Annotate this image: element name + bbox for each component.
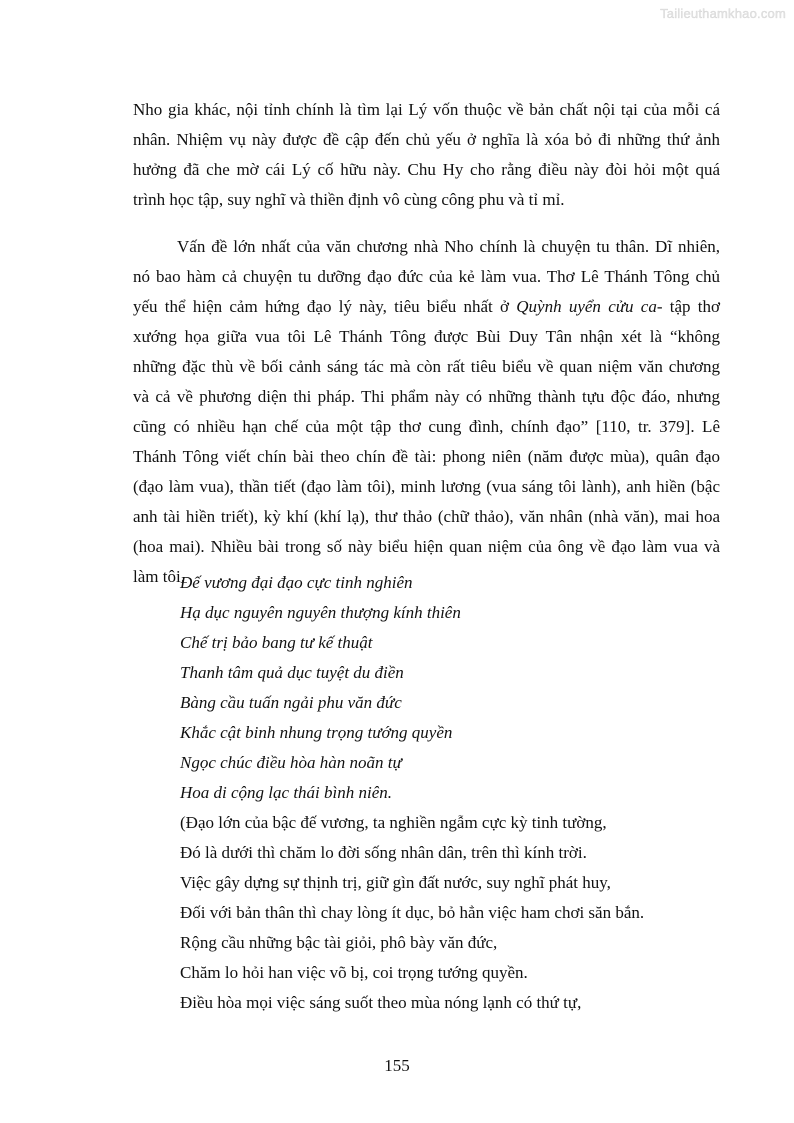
poem bbox=[180, 568, 461, 808]
text-line: Vấn đề lớn nhất của văn chương nhà Nho chính là chuyện tu thân. Dĩ nhiên, bbox=[177, 237, 720, 256]
poem-line: Ngọc chúc điều hòa hàn noãn tự bbox=[180, 753, 402, 772]
text-line: cũng có nhiều hạn chế của một tập thơ cung đình, chính đạo” [110, tr. 379]. Lê bbox=[133, 417, 720, 436]
translation-line: Rộng cầu những bậc tài giỏi, phô bày văn đức, bbox=[180, 933, 498, 952]
text-line bbox=[133, 292, 720, 322]
translation-line: Chăm lo hỏi han việc võ bị, coi trọng tướng quyền. bbox=[180, 963, 528, 982]
text-line: Thánh Tông viết chín bài theo chín đề tài: phong niên (năm được mùa), quân đạo bbox=[133, 447, 720, 466]
poem-line: Đế vương đại đạo cực tinh nghiên bbox=[180, 573, 413, 592]
paragraph-1 bbox=[133, 95, 720, 215]
text-line: (hoa mai). Nhiều bài trong số này biểu hiện quan niệm của ông về đạo làm vua và bbox=[133, 537, 720, 556]
poem-line: Bàng cầu tuấn ngải phu văn đức bbox=[180, 693, 402, 712]
text-line: nó bao hàm cả chuyện tu dưỡng đạo đức của kẻ làm vua. Thơ Lê Thánh Tông chủ bbox=[133, 267, 720, 286]
poem-line: Chế trị bảo bang tư kế thuật bbox=[180, 633, 373, 652]
text-line: hưởng đã che mờ cái Lý cố hữu này. Chu Hy cho rằng điều này đòi hỏi một quá bbox=[133, 160, 720, 179]
translation-line: Việc gây dựng sự thịnh trị, giữ gìn đất nước, suy nghĩ phát huy, bbox=[180, 873, 611, 892]
book-title: Quỳnh uyển cửu ca bbox=[516, 297, 657, 316]
poem-line: Khắc cật binh nhung trọng tướng quyền bbox=[180, 723, 453, 742]
text-line: làm tôi. bbox=[133, 567, 185, 586]
text-line: Nho gia khác, nội tỉnh chính là tìm lại Lý vốn thuộc về bản chất nội tại của mỗi cá bbox=[133, 100, 720, 119]
text-line: nhân. Nhiệm vụ này được đề cập đến chủ yếu ở nghĩa là xóa bỏ đi những thứ ảnh bbox=[133, 130, 720, 149]
watermark: Tailieuthamkhao.com bbox=[660, 6, 786, 21]
translation-line: Đối với bản thân thì chay lòng ít dục, bỏ hẳn việc ham chơi săn bắn. bbox=[180, 903, 645, 922]
text-line: những đặc thù về bối cảnh sáng tác mà còn rất tiêu biểu về quan niệm văn chương bbox=[133, 357, 720, 376]
poem-translation bbox=[180, 808, 644, 1018]
text-line: (đạo làm vua), thần tiết (đạo làm tôi), minh lương (vua sáng tôi lành), anh hiền (bậc bbox=[133, 477, 720, 496]
translation-line: Đó là dưới thì chăm lo đời sống nhân dân, trên thì kính trời. bbox=[180, 843, 587, 862]
translation-line: (Đạo lớn của bậc đế vương, ta nghiền ngẫm cực kỳ tinh tường, bbox=[180, 813, 607, 832]
text-line: anh tài hiền triết), kỳ khí (khí lạ), thư thảo (chữ thảo), văn nhân (nhà văn), mai hoa bbox=[133, 507, 720, 526]
text-line: và cả về phương diện thi pháp. Thi phẩm này có những thành tựu độc đáo, nhưng bbox=[133, 387, 720, 406]
text-segment: yếu thể hiện cảm hứng đạo lý này, tiêu biểu nhất ở bbox=[133, 297, 517, 316]
text-segment: - tập thơ bbox=[656, 297, 720, 316]
page-number: 155 bbox=[384, 1056, 410, 1075]
text-line: trình học tập, suy nghĩ và thiền định vô cùng công phu và tỉ mỉ. bbox=[133, 190, 565, 209]
poem-line: Hạ dục nguyên nguyên thượng kính thiên bbox=[180, 603, 461, 622]
poem-line: Hoa di cộng lạc thái bình niên. bbox=[180, 783, 393, 802]
poem-line: Thanh tâm quả dục tuyệt du điền bbox=[180, 663, 404, 682]
text-line: xướng họa giữa vua tôi Lê Thánh Tông được Bùi Duy Tân nhận xét là “không bbox=[133, 327, 720, 346]
translation-line: Điều hòa mọi việc sáng suốt theo mùa nóng lạnh có thứ tự, bbox=[180, 993, 582, 1012]
paragraph-2 bbox=[133, 232, 720, 592]
